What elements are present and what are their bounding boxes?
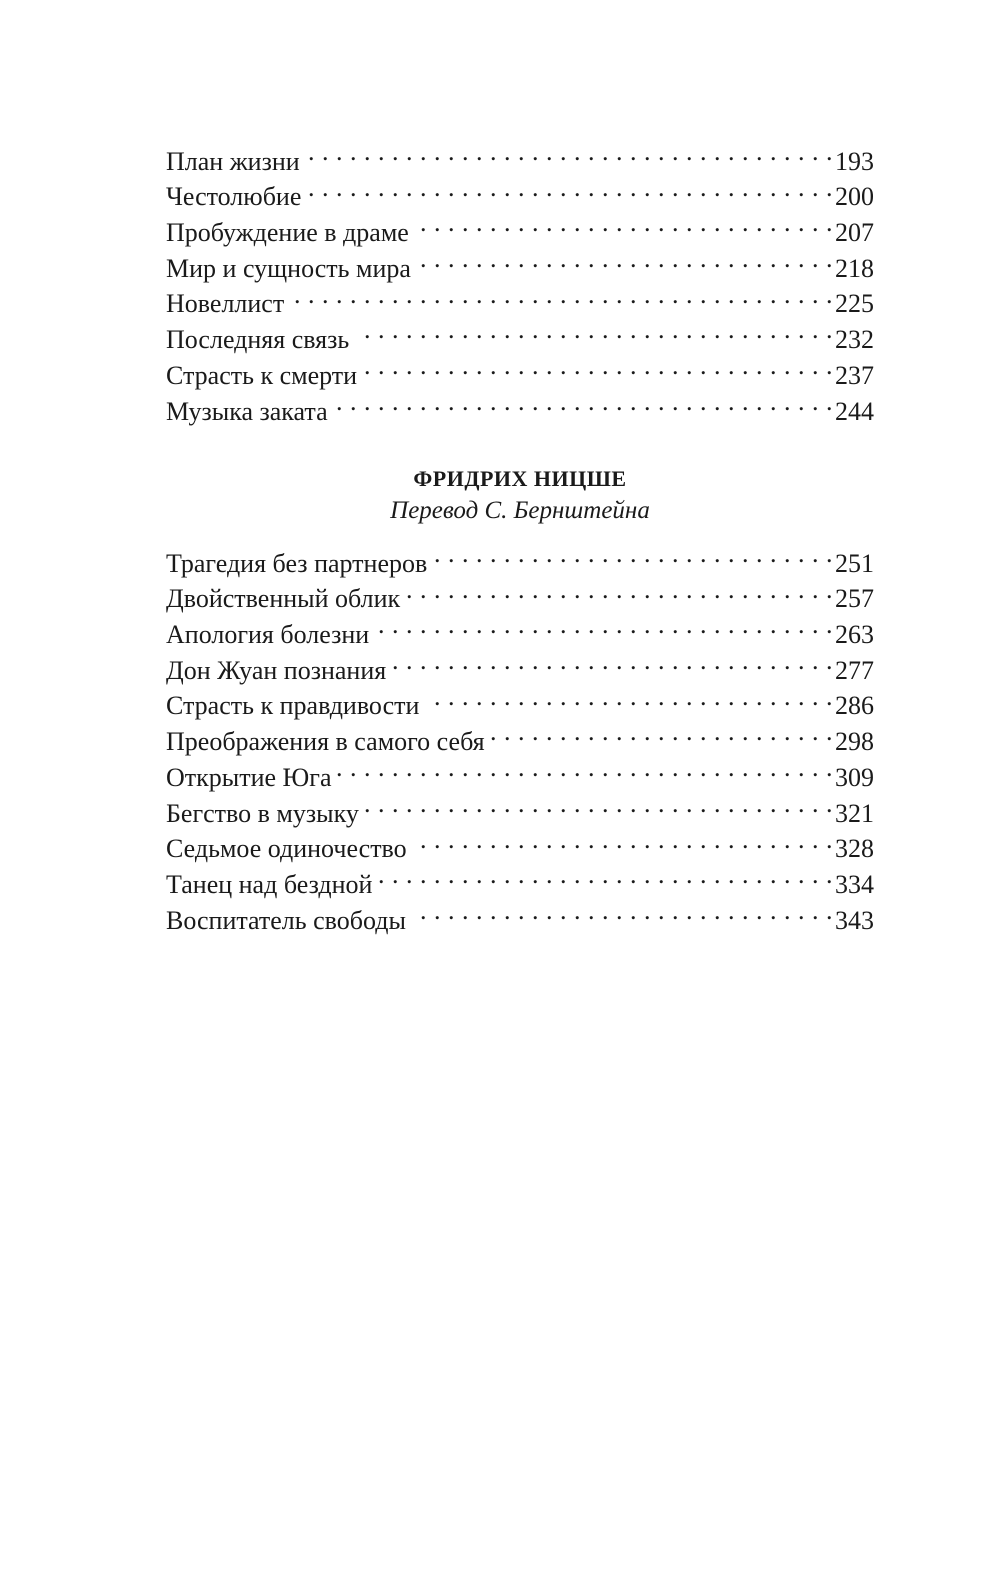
toc-entry-title: Бегство в музыку (166, 798, 359, 828)
dot-leader (334, 384, 833, 420)
toc-entry-title: Дон Жуан познания (166, 655, 387, 685)
toc-entry-title: Страсть к правдивости (166, 691, 420, 721)
section-translator: Перевод С. Бернштейна (390, 497, 650, 524)
toc-entry-page: 286 (835, 691, 874, 721)
toc-entry-title: Честолюбие (166, 182, 302, 212)
toc-entry (166, 536, 874, 578)
toc-list-part1 (166, 134, 874, 426)
toc-entry-page: 298 (835, 727, 874, 757)
toc-entry-page: 328 (835, 834, 874, 864)
dot-leader (375, 607, 833, 643)
toc-entry-page: 218 (835, 253, 874, 283)
toc-entry-page: 321 (835, 798, 874, 828)
toc-entry-page: 277 (835, 655, 874, 685)
toc-entry-page: 232 (835, 325, 874, 355)
toc-entry-title: План жизни (166, 146, 300, 176)
section-author: ФРИДРИХ НИЦШЕ (413, 466, 627, 491)
toc-entry-title: Последняя связь (166, 325, 350, 355)
dot-leader (290, 277, 833, 313)
dot-leader (415, 205, 833, 241)
toc-entry-title: Страсть к смерти (166, 360, 358, 390)
dot-leader (378, 857, 833, 893)
toc-entry-title: Мир и сущность мира (166, 253, 411, 283)
section-heading (166, 462, 874, 526)
toc-entry-title: Преображения в самого себя (166, 727, 485, 757)
toc-entry-page: 237 (835, 360, 874, 390)
toc-entry-page: 343 (835, 905, 874, 935)
toc-entry-title: Воспитатель свободы (166, 905, 406, 935)
toc-entry-page: 200 (835, 182, 874, 212)
dot-leader (355, 312, 833, 348)
toc-entry-page: 244 (835, 396, 874, 426)
toc-entry-title: Новеллист (166, 289, 285, 319)
dot-leader (491, 714, 833, 750)
toc-entry-title: Двойственный облик (166, 584, 401, 614)
dot-leader (365, 786, 833, 822)
dot-leader (425, 679, 833, 715)
toc-entry-title: Музыка заката (166, 396, 328, 426)
dot-leader (417, 241, 833, 277)
toc-entry-page: 309 (835, 762, 874, 792)
toc-entry-page: 263 (835, 620, 874, 650)
toc-entry-page: 225 (835, 289, 874, 319)
toc-entry-title: Апология болезни (166, 620, 370, 650)
dot-leader (307, 170, 833, 206)
toc-entry-page: 193 (835, 146, 874, 176)
dot-leader (433, 536, 833, 572)
toc-entry-page: 334 (835, 869, 874, 899)
toc-list-part2 (166, 536, 874, 935)
dot-leader (337, 750, 833, 786)
toc-entry-title: Пробуждение в драме (166, 218, 409, 248)
toc-entry-page: 251 (835, 548, 874, 578)
toc-entry-title: Танец над бездной (166, 869, 373, 899)
toc-entry-title: Трагедия без партнеров (166, 548, 428, 578)
dot-leader (306, 134, 833, 170)
dot-leader (363, 348, 833, 384)
dot-leader (413, 822, 833, 858)
toc-entry-page: 257 (835, 584, 874, 614)
toc-entry-title: Седьмое одиночество (166, 834, 407, 864)
dot-leader (392, 643, 833, 679)
dot-leader (406, 572, 833, 608)
toc-entry-page: 207 (835, 218, 874, 248)
toc-entry-title: Открытие Юга (166, 762, 332, 792)
toc-entry (166, 134, 874, 176)
dot-leader (412, 893, 833, 929)
